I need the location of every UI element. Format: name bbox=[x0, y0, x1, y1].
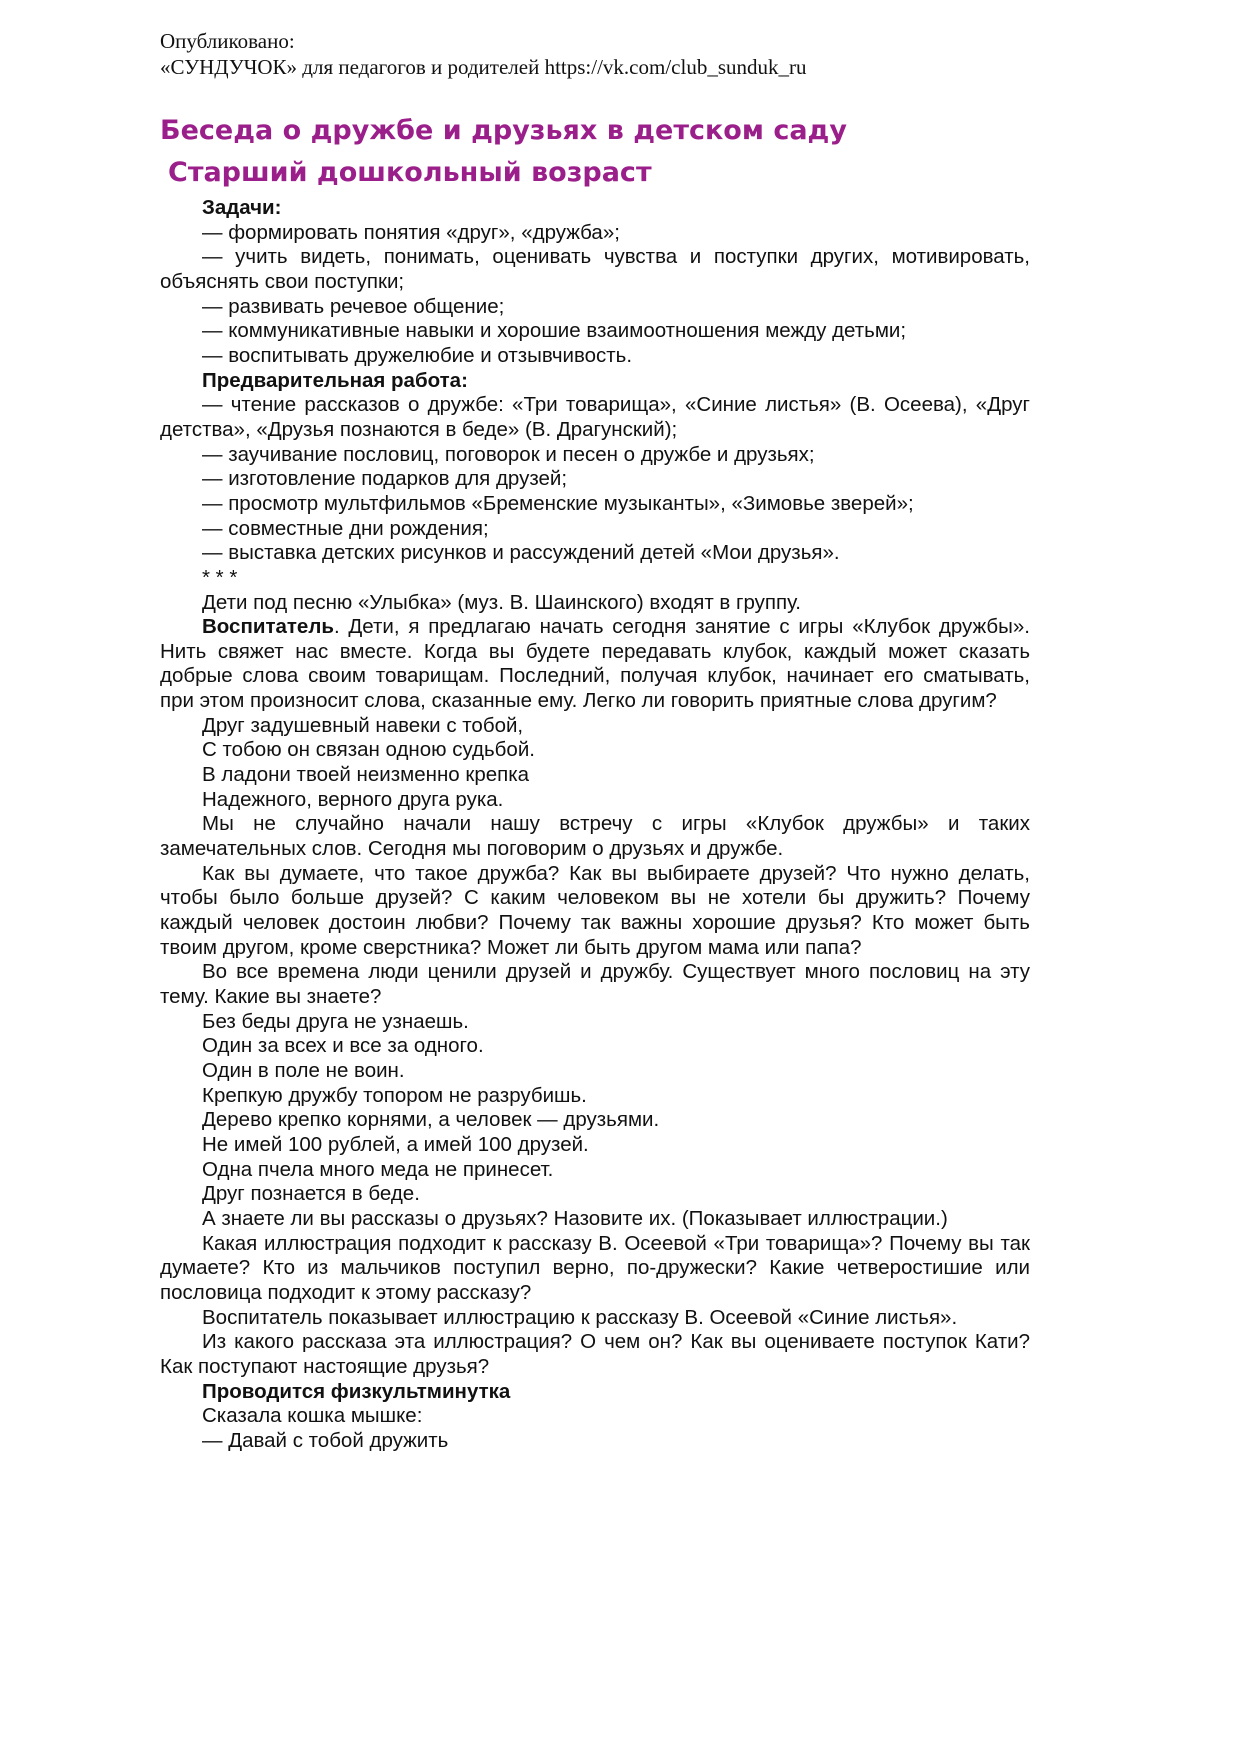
paragraph-text: Одна пчела много меда не принесет. bbox=[202, 1157, 554, 1181]
paragraph bbox=[160, 295, 1030, 320]
paragraph-text: Сказала кошка мышке: bbox=[202, 1404, 423, 1428]
paragraph bbox=[160, 738, 1030, 763]
paragraph-text: Из какого рассказа эта иллюстрация? О чем он? Как вы оцениваете поступок Кати? Как поступают настоящие друзья? bbox=[160, 1330, 1030, 1378]
paragraph-text: — Давай с тобой дружить bbox=[202, 1428, 449, 1452]
paragraph bbox=[160, 1380, 1030, 1405]
paragraph bbox=[160, 1429, 1030, 1454]
source-line: «СУНДУЧОК» для педагогов и родителей https://vk.com/club_sunduk_ru bbox=[160, 55, 807, 79]
paragraph-text: — чтение рассказов о дружбе: «Три товарища», «Синие листья» (В. Осеева), «Друг детства», «Друзья познаются в беде» (В. Драгунский); bbox=[160, 393, 1030, 441]
paragraph-text: А знаете ли вы рассказы о друзьях? Назовите их. (Показывает иллюстрации.) bbox=[202, 1206, 948, 1230]
paragraph bbox=[160, 960, 1030, 1009]
paragraph bbox=[160, 369, 1030, 394]
paragraph-text: Как вы думаете, что такое дружба? Как вы выбираете друзей? Что нужно делать, чтобы было больше друзей? С каким человеком вы не хотели бы дружить? Почему каждый человек достоин любви? Почему так важны хорошие друзья? Кто может быть твоим другом, кроме сверстника? Может ли быть другом мама или папа? bbox=[160, 861, 1030, 959]
paragraph-text: Надежного, верного друга рука. bbox=[202, 787, 504, 811]
paragraph bbox=[160, 1158, 1030, 1183]
paragraph-text: Друг задушевный навеки с тобой, bbox=[202, 713, 524, 737]
title-line-1: Беседа о дружбе и друзьях в детском саду bbox=[160, 115, 847, 146]
paragraph bbox=[160, 591, 1030, 616]
publication-info bbox=[160, 28, 807, 80]
paragraph bbox=[160, 1330, 1030, 1379]
paragraph-text: — выставка детских рисунков и рассуждений детей «Мои друзья». bbox=[202, 541, 840, 565]
paragraph bbox=[160, 1034, 1030, 1059]
paragraph bbox=[160, 566, 1030, 591]
paragraph bbox=[160, 714, 1030, 739]
paragraph-bold-label: Проводится физкультминутка bbox=[202, 1379, 511, 1403]
paragraph-text: . Дети, я предлагаю начать сегодня занятие с игры «Клубок дружбы». Нить свяжет нас вместе. Когда вы будете передавать клубок, каждый может сказать добрые слова своим товарищам. Последний, получая клубок, начинает его сматывать, при этом произносит слова, сказанные ему. Легко ли говорить приятные слова другим? bbox=[160, 615, 1030, 713]
paragraph bbox=[160, 1207, 1030, 1232]
paragraph-text: * * * bbox=[202, 565, 238, 589]
paragraph bbox=[160, 1084, 1030, 1109]
paragraph-text: Дети под песню «Улыбка» (муз. В. Шаинского) входят в группу. bbox=[202, 590, 802, 614]
paragraph bbox=[160, 245, 1030, 294]
paragraph-text: — коммуникативные навыки и хорошие взаимоотношения между детьми; bbox=[202, 319, 907, 343]
paragraph-bold-label: Задачи: bbox=[202, 196, 282, 219]
paragraph bbox=[160, 763, 1030, 788]
paragraph bbox=[160, 393, 1030, 442]
paragraph bbox=[160, 443, 1030, 468]
paragraph bbox=[160, 344, 1030, 369]
paragraph-text: Один за всех и все за одного. bbox=[202, 1034, 484, 1058]
paragraph bbox=[160, 788, 1030, 813]
published-label: Опубликовано: bbox=[160, 29, 295, 53]
title-line-2: Старший дошкольный возраст bbox=[168, 157, 652, 188]
paragraph-text: — совместные дни рождения; bbox=[202, 516, 489, 540]
paragraph bbox=[160, 467, 1030, 492]
paragraph-text: Мы не случайно начали нашу встречу с игры «Клубок дружбы» и таких замечательных слов. Сегодня мы поговорим о друзьях и дружбе. bbox=[160, 812, 1030, 861]
paragraph-text: — воспитывать дружелюбие и отзывчивость. bbox=[202, 343, 633, 367]
paragraph-text: Дерево крепко корнями, а человек — друзьями. bbox=[202, 1108, 660, 1132]
paragraph bbox=[160, 1059, 1030, 1084]
paragraph-text: Какая иллюстрация подходит к рассказу В. Осеевой «Три товарища»? Почему вы так думаете? Кто из мальчиков поступил верно, по-дружески? Какие четверостишие или пословица подходит к этому рассказу? bbox=[160, 1231, 1030, 1304]
paragraph-text: Крепкую дружбу топором не разрубишь. bbox=[202, 1083, 587, 1107]
paragraph bbox=[160, 221, 1030, 246]
paragraph-text: С тобою он связан одною судьбой. bbox=[202, 738, 535, 762]
document-title bbox=[160, 110, 847, 194]
paragraph-text: — формировать понятия «друг», «дружба»; bbox=[202, 220, 620, 244]
paragraph-text: Без беды друга не узнаешь. bbox=[202, 1009, 469, 1033]
paragraph-text: — развивать речевое общение; bbox=[202, 294, 505, 318]
paragraph-text: В ладони твоей неизменно крепка bbox=[202, 763, 530, 787]
paragraph-text: — учить видеть, понимать, оценивать чувства и поступки других, мотивировать, объяснять свои поступки; bbox=[160, 245, 1030, 293]
paragraph bbox=[160, 1182, 1030, 1207]
paragraph-text: — просмотр мультфильмов «Бременские музыканты», «Зимовье зверей»; bbox=[202, 491, 914, 515]
paragraph-text: — заучивание пословиц, поговорок и песен о дружбе и друзьях; bbox=[202, 442, 815, 466]
paragraph bbox=[160, 517, 1030, 542]
paragraph-bold-label: Предварительная работа: bbox=[202, 368, 468, 392]
paragraph bbox=[160, 1108, 1030, 1133]
paragraph bbox=[160, 1306, 1030, 1331]
paragraph bbox=[160, 541, 1030, 566]
paragraph-text: Друг познается в беде. bbox=[202, 1182, 420, 1206]
paragraph-text: Во все времена люди ценили друзей и дружбу. Существует много пословиц на эту тему. Какие вы знаете? bbox=[160, 960, 1030, 1008]
paragraph bbox=[160, 812, 1030, 861]
paragraph bbox=[160, 1232, 1030, 1306]
paragraph bbox=[160, 1010, 1030, 1035]
paragraph-text: — изготовление подарков для друзей; bbox=[202, 467, 568, 491]
paragraph bbox=[160, 862, 1030, 961]
paragraph bbox=[160, 1404, 1030, 1429]
paragraph bbox=[160, 319, 1030, 344]
paragraph-text: Воспитатель показывает иллюстрацию к рассказу В. Осеевой «Синие листья». bbox=[202, 1305, 958, 1329]
paragraph bbox=[160, 492, 1030, 517]
paragraph-text: Один в поле не воин. bbox=[202, 1058, 405, 1082]
paragraph-bold-label: Воспитатель bbox=[202, 615, 334, 639]
paragraph bbox=[160, 615, 1030, 714]
document-body bbox=[160, 196, 1030, 1453]
paragraph bbox=[160, 196, 1030, 221]
paragraph-text: Не имей 100 рублей, а имей 100 друзей. bbox=[202, 1132, 589, 1156]
paragraph bbox=[160, 1133, 1030, 1158]
